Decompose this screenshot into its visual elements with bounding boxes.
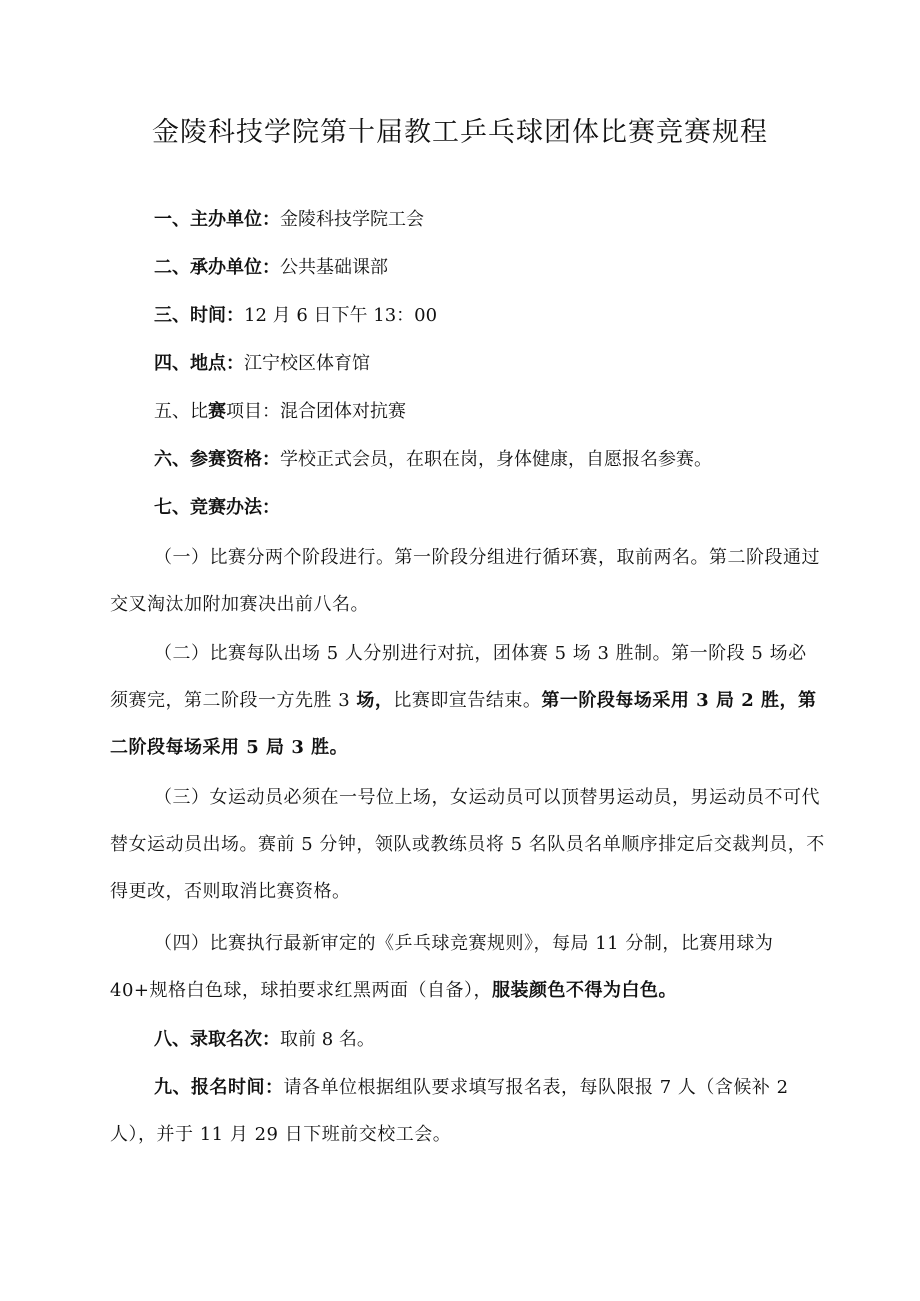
item-value: 学校正式会员，在职在岗，身体健康，自愿报名参赛。 bbox=[280, 449, 712, 470]
item-value: 取前 8 名。 bbox=[280, 1029, 375, 1050]
item-value: 12 月 6 日下午 13：00 bbox=[244, 305, 438, 326]
document-title: 金陵科技学院第十届教工乒乓球团体比赛竞赛规程 bbox=[152, 117, 768, 148]
item-label: 八、录取名次： bbox=[154, 1029, 280, 1050]
item-label: 五、比 bbox=[154, 401, 208, 422]
rule-text: （一）比赛分两个阶段进行。第一阶段分组进行循环赛，取前两名。第二阶段通过交叉淘汰加附加赛决出前八名。 bbox=[110, 547, 820, 615]
item-undertaker bbox=[154, 254, 869, 282]
item-location bbox=[154, 350, 869, 378]
rule-text: （二）比赛每队出场 5 人分别进行对抗，团体赛 5 场 3 胜制。第一阶段 5 场必须赛完，第二阶段一方先胜 3 bbox=[110, 643, 807, 711]
item-ranking bbox=[154, 1026, 869, 1054]
item-eligibility bbox=[154, 446, 869, 474]
item-label: 四、地点： bbox=[154, 353, 244, 374]
item-label: 一、主办单位： bbox=[154, 209, 280, 230]
item-value: 项目：混合团体对抗赛 bbox=[226, 401, 406, 422]
item-label: 九、报名时间： bbox=[154, 1077, 284, 1098]
rule-text-bold: 第一阶段每场采用 3 局 2 胜，第二阶段每场采用 5 局 3 胜。 bbox=[110, 690, 817, 758]
item-event bbox=[154, 398, 869, 426]
item-value: 公共基础课部 bbox=[280, 257, 388, 278]
item-label: 三、时间： bbox=[154, 305, 244, 326]
item-value: 请各单位根据组队要求填写报名表，每队限报 7 人（含候补 2 人），并于 11 月 29 日下班前交校工会。 bbox=[110, 1077, 789, 1145]
rule-paragraph-3 bbox=[110, 774, 825, 915]
rule-paragraph-2 bbox=[110, 630, 825, 771]
item-competition-method bbox=[154, 494, 869, 522]
item-value: 江宁校区体育馆 bbox=[244, 353, 370, 374]
item-organizer bbox=[154, 206, 869, 234]
item-time bbox=[154, 302, 869, 330]
rule-text: （四）比赛执行最新审定的《乒乓球竞赛规则》，每局 11 分制，比赛用球为 40+规格白色球，球拍要求红黑两面（自备）， bbox=[110, 933, 774, 1001]
rule-text: 比赛即宣告结束。 bbox=[393, 690, 542, 711]
rule-text-bold: 场， bbox=[356, 690, 394, 711]
item-label: 六、参赛资格： bbox=[154, 449, 280, 470]
item-label: 七、竞赛办法： bbox=[154, 497, 280, 518]
item-label: 二、承办单位： bbox=[154, 257, 280, 278]
item-label-bold: 赛 bbox=[208, 401, 226, 422]
rule-paragraph-4 bbox=[110, 920, 825, 1014]
rule-paragraph-1 bbox=[110, 534, 825, 628]
rule-text-bold: 服装颜色不得为白色。 bbox=[491, 980, 677, 1001]
rule-text: （三）女运动员必须在一号位上场，女运动员可以顶替男运动员，男运动员不可代替女运动员出场。赛前 5 分钟，领队或教练员将 5 名队员名单顺序排定后交裁判员，不得更改，否则取消比赛资格。 bbox=[110, 787, 825, 902]
item-value: 金陵科技学院工会 bbox=[280, 209, 424, 230]
item-registration bbox=[110, 1064, 825, 1158]
